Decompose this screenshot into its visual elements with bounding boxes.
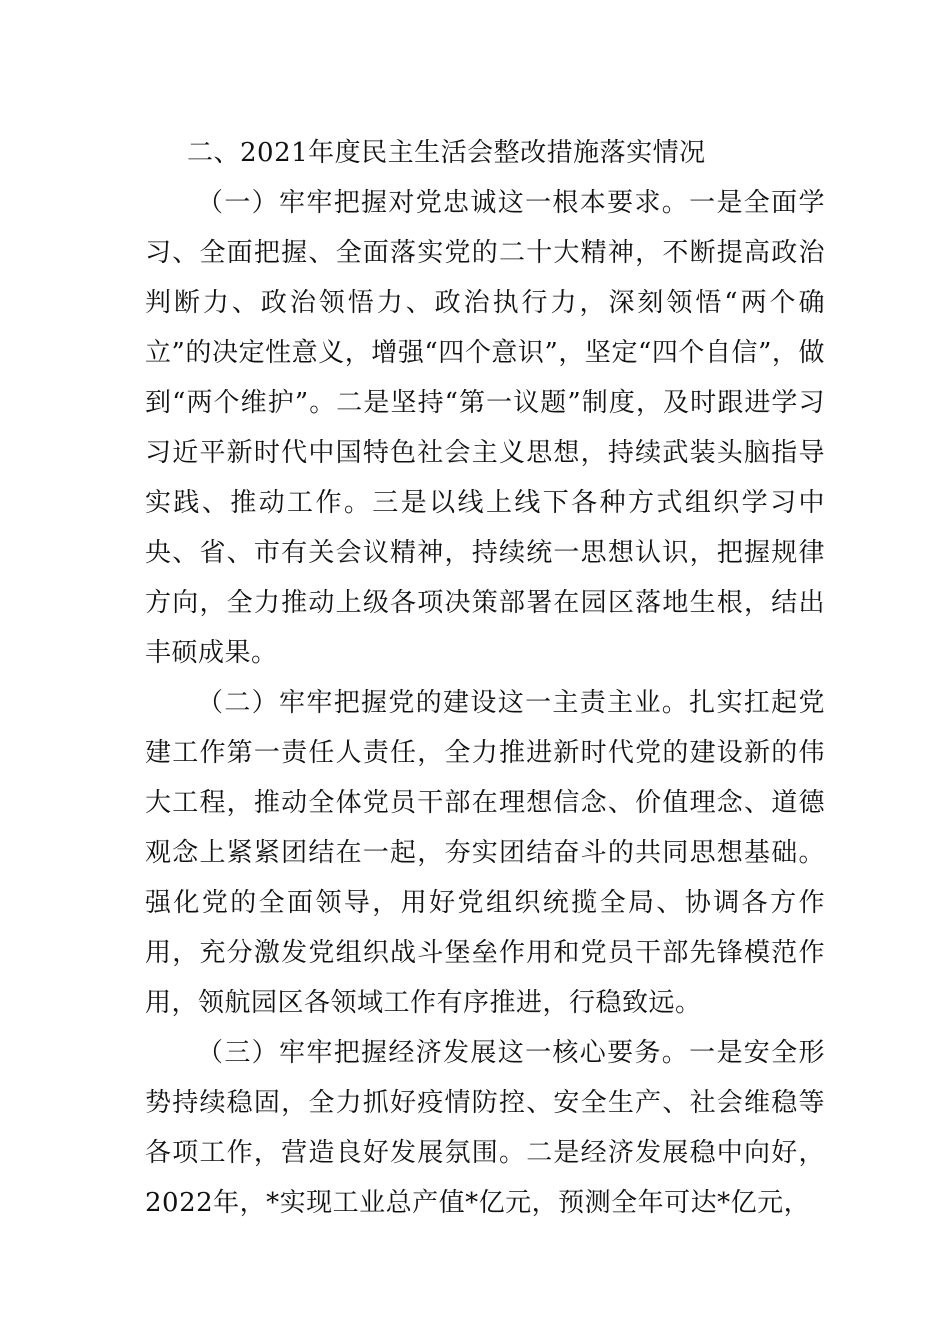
paragraph-party-loyalty: （一）牢牢把握对党忠诚这一根本要求。一是全面学习、全面把握、全面落实党的二十大精神，不断提高政治判断力、政治领悟力、政治执行力，深刻领悟“两个确立”的决定性意义，增强“四个意识”，坚定“四个自信”，做到“两个维护”。二是坚持“第一议题”制度，及时跟进学习习近平新时代中国特色社会主义思想，持续武装头脑指导实践、推动工作。三是以线上线下各种方式组织学习中央、省、市有关会议精神，持续统一思想认识，把握规律方向，全力推动上级各项决策部署在园区落地生根，结出丰硕成果。 [145, 188, 825, 668]
paragraph-economic-development: （三）牢牢把握经济发展这一核心要务。一是安全形势持续稳固，全力抓好疫情防控、安全生产、社会维稳等各项工作，营造良好发展氛围。二是经济发展稳中向好，2022年，*实现工业总产值*亿元，预测全年可达*亿元， [145, 1038, 825, 1218]
document-body [145, 128, 825, 1228]
section-heading: 二、2021年度民主生活会整改措施落实情况 [187, 138, 706, 168]
paragraph-party-building: （二）牢牢把握党的建设这一主责主业。扎实扛起党建工作第一责任人责任，全力推进新时代党的建设新的伟大工程，推动全体党员干部在理想信念、价值理念、道德观念上紧紧团结在一起，夯实团结奋斗的共同思想基础。强化党的全面领导，用好党组织统揽全局、协调各方作用，充分激发党组织战斗堡垒作用和党员干部先锋模范作用，领航园区各领域工作有序推进，行稳致远。 [145, 688, 825, 1018]
